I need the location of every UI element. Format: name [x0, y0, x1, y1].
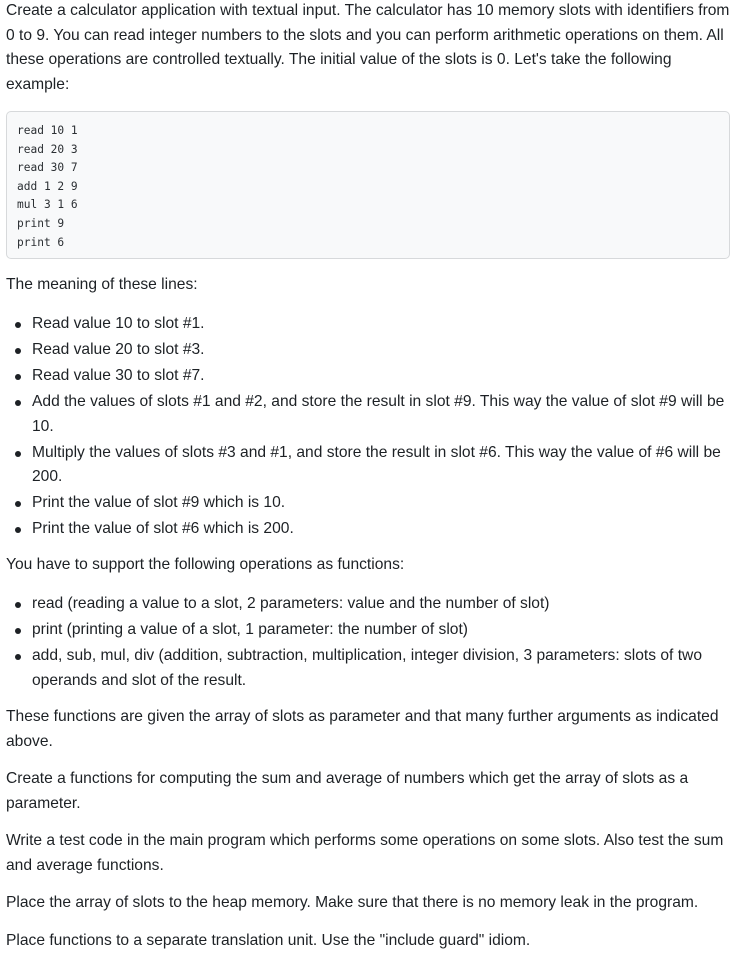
- code-line: print 6: [17, 235, 65, 249]
- bullet-icon: [15, 348, 21, 354]
- test-paragraph: Write a test code in the main program which performs some operations on some slots. Also test the sum and average functions.: [6, 832, 724, 874]
- list-item: Print the value of slot #6 which is 200.: [6, 517, 732, 542]
- list-item: Add the values of slots #1 and #2, and store the result in slot #9. This way the value of slot #9 will be 10.: [6, 390, 732, 439]
- bullet-icon: [15, 654, 21, 660]
- heap-paragraph: Place the array of slots to the heap memory. Make sure that there is no memory leak in the program.: [6, 894, 699, 911]
- meaning-list: [6, 312, 732, 543]
- list-item: Read value 30 to slot #7.: [6, 364, 732, 389]
- bullet-icon: [15, 400, 21, 406]
- code-example: [17, 122, 78, 252]
- bullet-icon: [15, 527, 21, 533]
- list-item: print (printing a value of a slot, 1 parameter: the number of slot): [6, 618, 732, 643]
- bullet-icon: [15, 602, 21, 608]
- meaning-heading: The meaning of these lines:: [6, 276, 198, 293]
- code-line: print 9: [17, 216, 65, 230]
- support-heading: You have to support the following operations as functions:: [6, 556, 405, 573]
- code-line: read 10 1: [17, 124, 78, 137]
- list-item: Read value 10 to slot #1.: [6, 312, 732, 337]
- list-item: Print the value of slot #9 which is 10.: [6, 491, 732, 516]
- list-item: Read value 20 to slot #3.: [6, 338, 732, 363]
- bullet-icon: [15, 451, 21, 457]
- list-item: Multiply the values of slots #3 and #1, and store the result in slot #6. This way the value of #6 will be 200.: [6, 441, 732, 490]
- list-item: read (reading a value to a slot, 2 parameters: value and the number of slot): [6, 592, 732, 617]
- code-line: read 20 3: [17, 142, 78, 156]
- support-list: [6, 592, 732, 695]
- functions-paragraph: These functions are given the array of slots as parameter and that many further arguments as indicated above.: [6, 708, 719, 750]
- include-guard-paragraph: Place functions to a separate translation unit. Use the "include guard" idiom.: [6, 932, 531, 949]
- bullet-icon: [15, 501, 21, 507]
- code-line: mul 3 1 6: [17, 198, 78, 212]
- list-item: add, sub, mul, div (addition, subtraction, multiplication, integer division, 3 parameters: slots of two operands and slot of the result.: [6, 644, 732, 693]
- bullet-icon: [15, 628, 21, 634]
- bullet-icon: [15, 374, 21, 380]
- code-line: add 1 2 9: [17, 179, 78, 193]
- bullet-icon: [15, 322, 21, 328]
- code-example-block: [6, 111, 730, 259]
- sum-average-paragraph: Create a functions for computing the sum and average of numbers which get the array of slots as a parameter.: [6, 770, 689, 812]
- intro-paragraph: Create a calculator application with textual input. The calculator has 10 memory slots with identifiers from 0 to 9. You can read integer numbers to the slots and you can perform arithmetic operations on them. All these operations are controlled textually. The initial value of the slots is 0. Let's take the following example:: [6, 2, 730, 93]
- code-line: read 30 7: [17, 161, 78, 175]
